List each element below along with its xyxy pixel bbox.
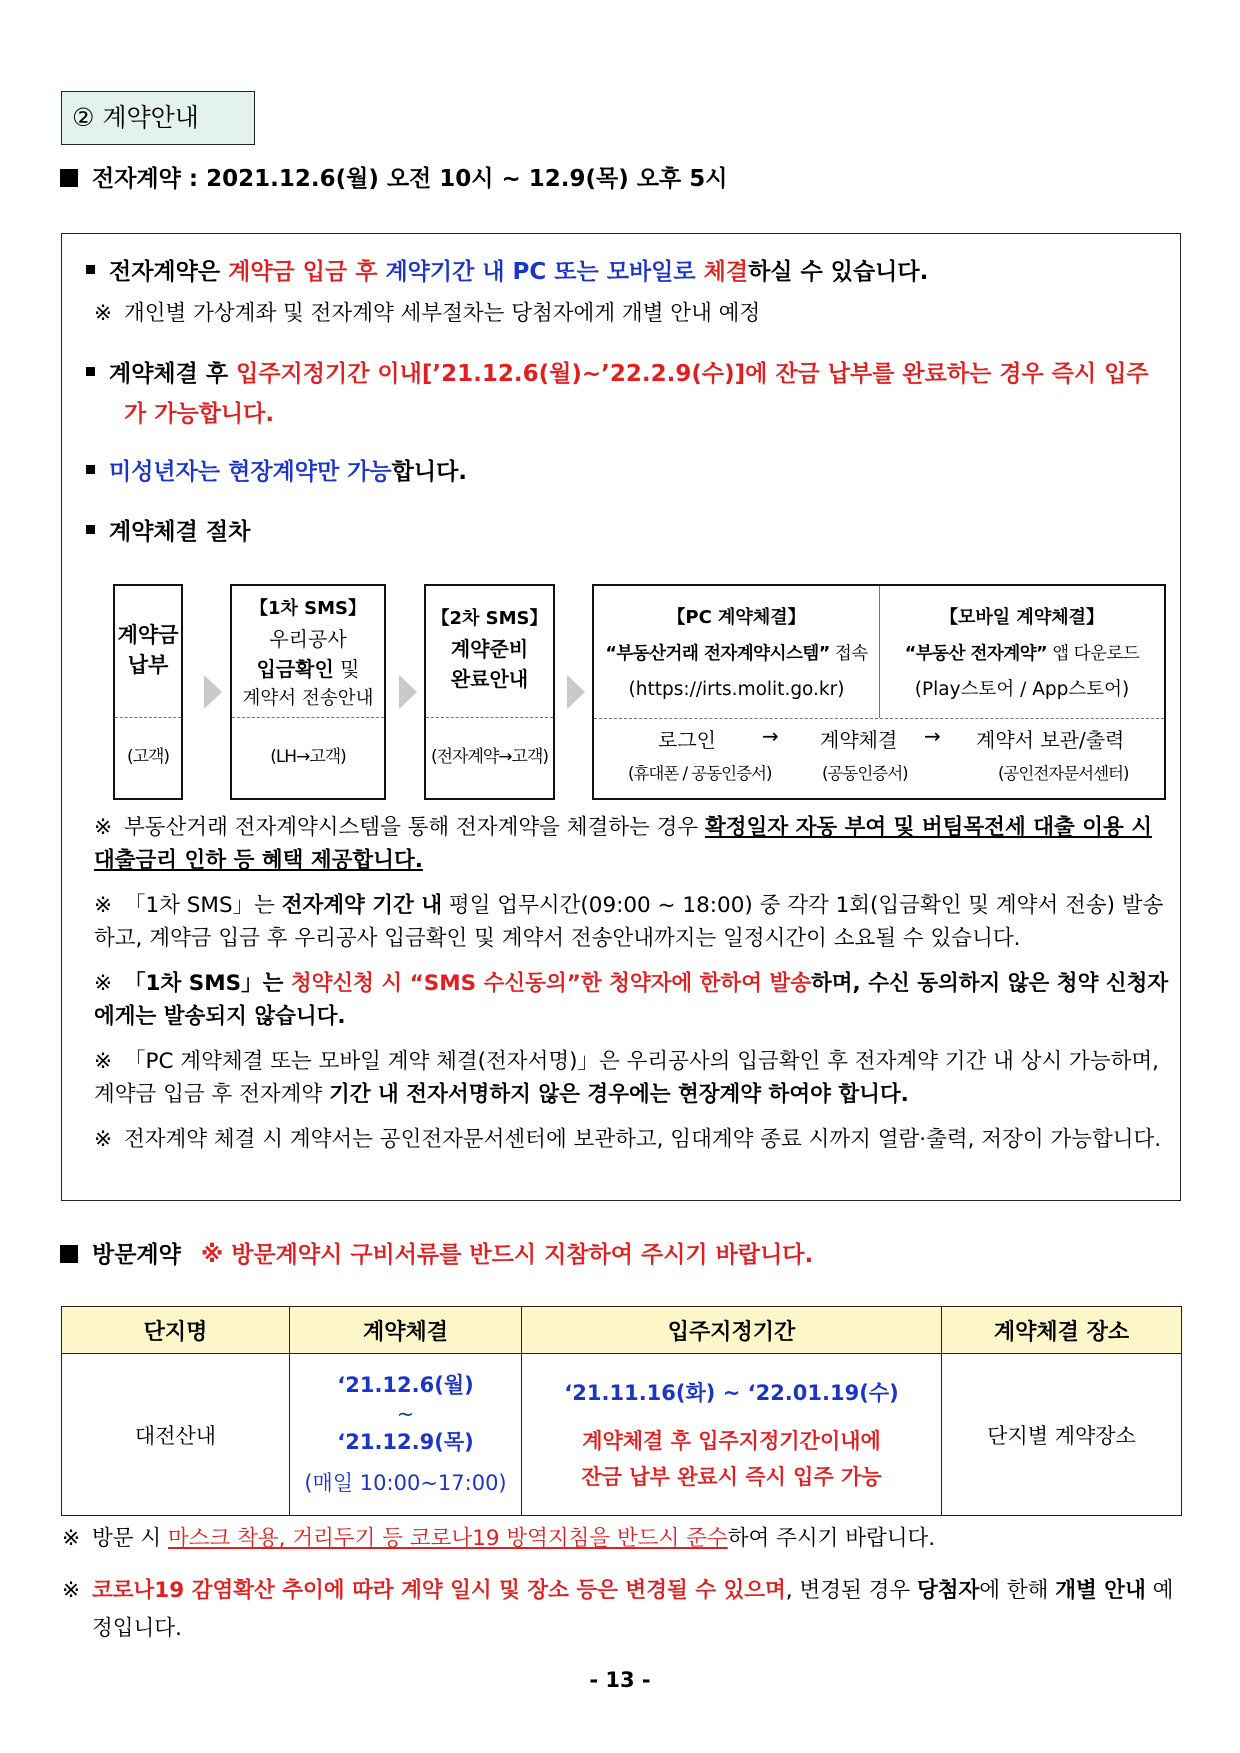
text: 방문 시 <box>92 1526 168 1551</box>
e-contract-heading-text: 전자계약 : 2021.12.6(월) 오전 10시 ~ 12.9(목) 오후 5시 <box>92 166 728 192</box>
text: 「1차 SMS」는 <box>124 971 291 996</box>
text: 전자계약 체결 시 계약서는 공인전자문서센터에 보관하고, 임대계약 종료 시까지 열람·출력, 저장이 가능합니다. <box>124 1127 1162 1152</box>
contract-place-cell: 단지별 계약장소 <box>942 1354 1182 1516</box>
step-sign-sub: (공동인증서) <box>822 764 908 783</box>
note-1 <box>94 297 1175 330</box>
step-store-sub: (공인전자문서센터) <box>998 764 1129 783</box>
bullet-1 <box>80 252 1162 292</box>
note-2 <box>94 811 1175 877</box>
visit-heading-note: ※ 방문계약시 구비서류를 반드시 지참하여 주시기 바랍니다. <box>200 1242 814 1268</box>
reference-mark: ※ <box>94 971 113 996</box>
bullet-icon <box>86 465 95 474</box>
flow-step-line: 완료안내 <box>450 667 529 691</box>
text: 청약신청 시 “SMS 수신동의”한 청약자에 한하여 발송 <box>290 971 811 996</box>
text: 기간 내 전자서명하지 않은 경우에는 현장계약 하여야 합니다. <box>329 1082 909 1107</box>
text: 당첨자 <box>916 1578 980 1603</box>
mobile-sign-title: 【모바일 계약체결】 <box>940 607 1104 628</box>
pc-sign-url: (https://irts.molit.go.kr) <box>628 679 845 700</box>
mobile-sign-line <box>880 636 1164 672</box>
visit-heading-text: 방문계약 <box>92 1242 181 1268</box>
visit-heading <box>60 1236 813 1269</box>
flow-step-top <box>232 586 384 718</box>
text: 개별 안내 <box>1055 1578 1146 1603</box>
page-number: - 13 - <box>589 1668 651 1692</box>
text: 에 한해 <box>979 1578 1056 1603</box>
column-header: 계약체결 <box>290 1307 522 1354</box>
step-sign: 계약체결 <box>820 728 898 752</box>
text: “부동산 전자계약” <box>904 644 1048 664</box>
section-tag: ② 계약안내 <box>61 91 255 145</box>
step-store: 계약서 보관/출력 <box>976 728 1125 752</box>
flow-arrow-icon <box>567 675 585 709</box>
text: 코로나19 감염확산 추이에 따라 계약 일시 및 장소 등은 변경될 수 있으며 <box>92 1578 786 1603</box>
complex-name-cell: 대전산내 <box>62 1354 290 1516</box>
reference-mark: ※ <box>62 1526 81 1551</box>
flow-step-actor: (고객) <box>126 747 170 767</box>
text: “부동산거래 전자계약시스템” <box>605 644 830 664</box>
flow-step-sms1 <box>230 584 386 800</box>
column-header: 입주지정기간 <box>522 1307 942 1354</box>
text: 「1차 SMS」는 <box>124 893 282 918</box>
text: 계약기간 내 PC 또는 모바일로 <box>385 259 704 285</box>
text: 계약금 입금 후 <box>228 259 386 285</box>
text: 「PC 계약체결 또는 모바일 계약 체결(전자서명)」은 우리공사의 입금확인 후 전자계약 기간 내 상시 가능하며, 계약금 입금 후 전자계약 <box>94 1049 1159 1107</box>
text: 평일 업무시간(09:00 ~ 18:00) 중 각각 1회(입금확인 및 계약서 전송) 발송하고, 계약금 입금 후 우리공사 입금확인 및 계약서 전송안내까지는 일정시간이 소요될 수 있습니다. <box>94 893 1164 951</box>
flow-step-title: 계약금 납부 <box>115 586 181 718</box>
flow-step-sms2 <box>424 584 555 800</box>
flow-step-line <box>232 654 384 684</box>
visit-note-1 <box>62 1521 935 1552</box>
text: 체결 <box>703 259 749 285</box>
note-6 <box>94 1123 1175 1156</box>
column-header: 계약체결 장소 <box>942 1307 1182 1354</box>
bullet-3 <box>80 452 1162 492</box>
arrow-right-icon: → <box>924 724 941 748</box>
flow-arrow-icon <box>204 675 222 709</box>
flow-step-line: 계약준비 <box>450 637 529 661</box>
mobile-sign-stores: (Play스토어 / App스토어) <box>914 679 1130 700</box>
contract-date-cell <box>290 1354 522 1516</box>
table-header-row <box>62 1307 1182 1354</box>
flow-sign-steps <box>594 716 1164 798</box>
flow-step-line: 우리공사 <box>269 627 347 651</box>
flow-step-deposit <box>113 584 183 800</box>
e-contract-box <box>61 233 1181 1201</box>
visit-note-2 <box>62 1572 1184 1648</box>
move-in-period-cell <box>522 1354 942 1516</box>
note-5 <box>94 1045 1175 1111</box>
flow-arrow-icon <box>399 675 417 709</box>
text: 전자계약 기간 내 <box>281 893 443 918</box>
text: 하여 주시기 바랍니다. <box>727 1526 936 1551</box>
bullet-4 <box>80 512 1162 552</box>
reference-mark: ※ <box>94 815 113 840</box>
text: 개인별 가상계좌 및 전자계약 세부절차는 당첨자에게 개별 안내 예정 <box>124 301 761 326</box>
text: , 변경된 경우 <box>785 1578 917 1603</box>
note-4 <box>94 967 1175 1033</box>
arrow-right-icon: → <box>762 724 779 748</box>
table-row <box>62 1354 1182 1516</box>
text: 합니다. <box>391 459 468 485</box>
text: 계약체결 절차 <box>109 519 251 545</box>
flow-step-top <box>594 586 1164 719</box>
text: 마스크 착용, 거리두기 등 코로나19 방역지침을 반드시 준수 <box>167 1526 728 1551</box>
text: 앱 다운로드 <box>1047 644 1140 664</box>
flow-step-line: 계약서 전송안내 <box>242 688 374 709</box>
text: 예정입니다. <box>92 1578 1174 1641</box>
pc-sign-line <box>594 636 879 672</box>
flow-step-actor: (LH→고객) <box>270 747 346 767</box>
text: 하실 수 있습니다. <box>748 259 929 285</box>
reference-mark: ※ <box>62 1578 81 1603</box>
step-login-sub: (휴대폰 / 공동인증서) <box>628 764 772 783</box>
bullet-2 <box>80 354 1166 434</box>
text: 하며, 수신 동의하지 않은 청약 신청자에게는 발송되지 않습니다. <box>94 971 1169 1029</box>
pc-sign-panel <box>594 586 880 718</box>
text: 접속 <box>829 644 868 664</box>
text: 부동산거래 전자계약시스템을 통해 전자계약을 체결하는 경우 <box>124 815 706 840</box>
step-login: 로그인 <box>658 728 716 752</box>
text: (매일 10:00~17:00) <box>304 1471 507 1495</box>
flow-step-tag: 【2차 SMS】 <box>431 608 548 629</box>
square-bullet-icon <box>60 1245 78 1263</box>
bullet-icon <box>86 367 95 376</box>
text: 및 <box>333 657 360 681</box>
text: 확정일자 자동 부여 및 버팀목전세 대출 이용 시 대출금리 인하 등 혜택 제공합니다. <box>94 815 1153 873</box>
text: 입금확인 <box>256 657 334 681</box>
text: ‘21.11.16(화) ~ ‘22.01.19(수) <box>564 1380 899 1405</box>
text: 미성년자는 현장계약만 가능 <box>109 459 392 485</box>
text: ‘21.12.9(목) <box>337 1430 474 1454</box>
bullet-icon <box>86 265 95 274</box>
text: 잔금 납부 완료시 즉시 입주 가능 <box>581 1464 882 1489</box>
note-3 <box>94 889 1175 955</box>
reference-mark: ※ <box>94 1127 113 1152</box>
text: 입주지정기간 이내[’21.12.6(월)~’22.2.9(수)]에 잔금 납부를 완료하는 경우 즉시 입주가 가능합니다. <box>124 361 1149 427</box>
reference-mark: ※ <box>94 301 113 326</box>
column-header: 단지명 <box>62 1307 290 1354</box>
flow-step-top <box>426 586 553 718</box>
flow-step-sign <box>592 584 1166 800</box>
flow-step-tag: 【1차 SMS】 <box>249 598 367 619</box>
text: 계약체결 후 <box>109 361 237 387</box>
text: 계약체결 후 입주지정기간이내에 <box>582 1428 881 1453</box>
mobile-sign-panel <box>880 586 1164 718</box>
pc-sign-title: 【PC 계약체결】 <box>667 607 806 628</box>
bullet-icon <box>86 525 95 534</box>
square-bullet-icon <box>60 169 78 187</box>
text: ~ <box>396 1402 415 1426</box>
reference-mark: ※ <box>94 893 113 918</box>
text: ‘21.12.6(월) <box>337 1373 474 1397</box>
flow-step-actor: (전자계약→고객) <box>430 747 549 767</box>
visit-contract-table <box>61 1306 1182 1516</box>
e-contract-heading <box>60 160 727 193</box>
text: 전자계약은 <box>109 259 229 285</box>
reference-mark: ※ <box>94 1049 113 1074</box>
